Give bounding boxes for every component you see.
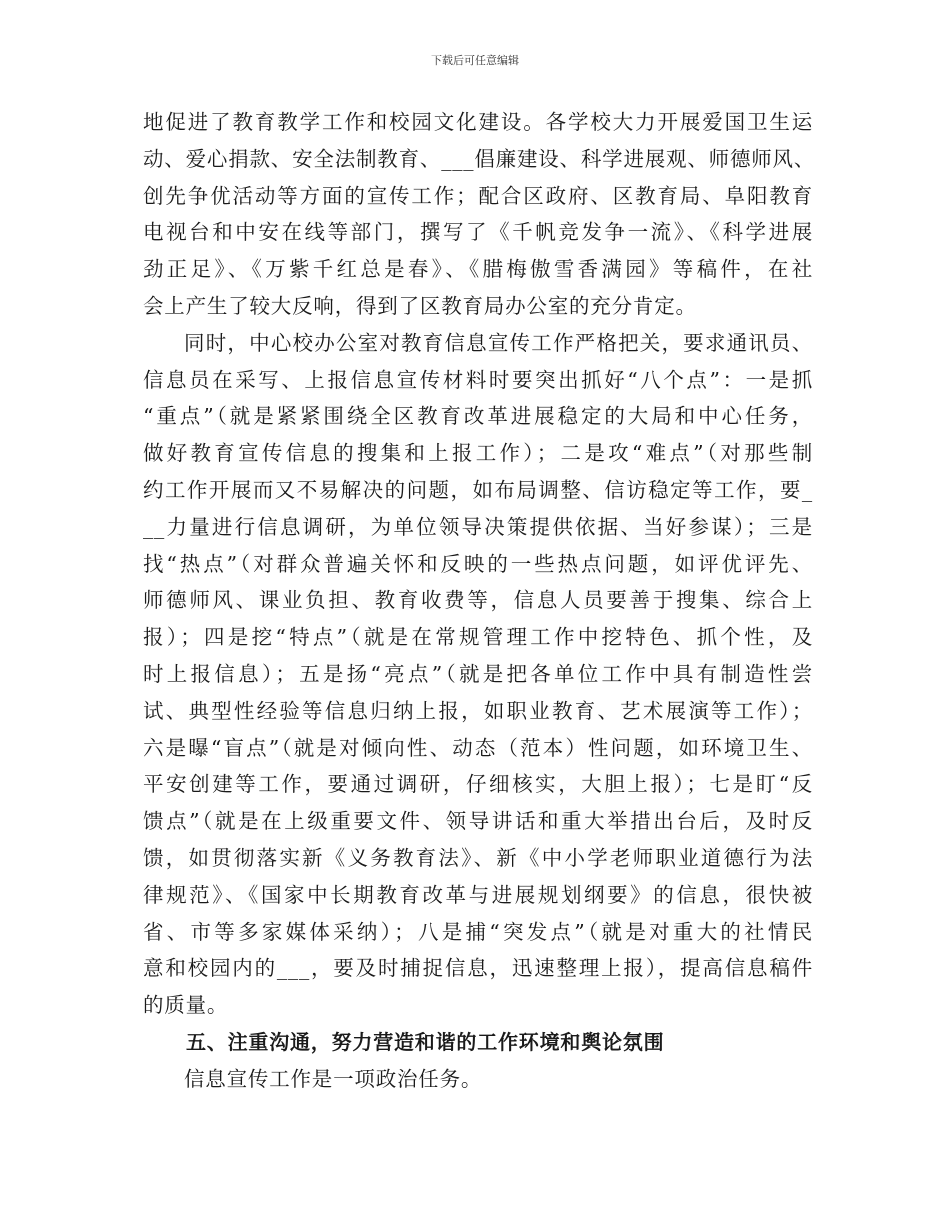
- text-line: 创先争优活动等方面的宣传工作；配合区政府、区教育局、阜阳教育: [143, 183, 813, 208]
- text-line: 平安创建等工作，要通过调研，仔细核实，大胆上报）；七是盯“反: [143, 772, 813, 797]
- page-header: 下载后可任意编辑: [431, 54, 519, 67]
- text-line: 六是曝“盲点”（就是对倾向性、动态（范本）性问题，如环境卫生、: [143, 735, 813, 760]
- text-line: 做好教育宣传信息的搜集和上报工作）；二是攻“难点”（对那些制: [143, 441, 813, 466]
- paragraph-2: [143, 325, 813, 1024]
- text-line: 报）；四是挖“特点”（就是在常规管理工作中挖特色、抓个性，及: [143, 625, 813, 650]
- text-line: 劲正足》、《万紫千红总是春》、《腊梅傲雪香满园》等稿件，在社: [143, 257, 813, 282]
- text-line: 电视台和中安在线等部门，撰写了《千帆竞发争一流》、《科学进展: [143, 220, 813, 245]
- text-line: “重点”（就是紧紧围绕全区教育改革进展稳定的大局和中心任务，: [143, 404, 813, 429]
- text-line: 找“热点”（对群众普遍关怀和反映的一些热点问题，如评优评先、: [143, 551, 813, 576]
- text-line: 约工作开展而又不易解决的问题，如布局调整、信访稳定等工作，要_: [143, 477, 813, 502]
- text-line: __力量进行信息调研，为单位领导决策提供依据、当好参谋）；三是: [143, 514, 813, 539]
- paragraph-1: [143, 104, 816, 325]
- text-line: 动、爱心捐款、安全法制教育、___倡廉建设、科学进展观、师德师风、: [143, 146, 816, 171]
- text-line: 意和校园内的___，要及时捕捉信息，迅速整理上报），提高信息稿件: [143, 956, 813, 981]
- text-line: 时上报信息）；五是扬“亮点”（就是把各单位工作中具有制造性尝: [143, 661, 813, 686]
- section-text: 信息宣传工作是一项政治任务。: [184, 1066, 483, 1091]
- text-line: 馈点”（就是在上级重要文件、领导讲话和重大举措出台后，及时反: [143, 809, 813, 834]
- text-line: 师德师风、课业负担、教育收费等，信息人员要善于搜集、综合上: [143, 588, 813, 613]
- section-heading: 五、注重沟通，努力营造和谐的工作环境和舆论氛围: [186, 1029, 665, 1054]
- text-line: 律规范》、《国家中长期教育改革与进展规划纲要》的信息，很快被: [143, 882, 813, 907]
- text-line: 信息员在采写、上报信息宣传材料时要突出抓好“八个点”：一是抓: [143, 367, 813, 392]
- text-line: 的质量。: [143, 993, 229, 1018]
- text-line: 馈，如贯彻落实新《义务教育法》、新《中小学老师职业道德行为法: [143, 845, 813, 870]
- text-line: 地促进了教育教学工作和校园文化建设。各学校大力开展爱国卫生运: [143, 110, 813, 134]
- text-line: 试、典型性经验等信息归纳上报，如职业教育、艺术展演等工作）；: [143, 698, 813, 723]
- text-line: 会上产生了较大反响，得到了区教育局办公室的充分肯定。: [143, 293, 697, 318]
- text-line: 同时，中心校办公室对教育信息宣传工作严格把关，要求通讯员、: [184, 330, 813, 355]
- document-body: [143, 104, 816, 1098]
- text-line: 省、市等多家媒体采纳）；八是捕“突发点”（就是对重大的社情民: [143, 919, 813, 944]
